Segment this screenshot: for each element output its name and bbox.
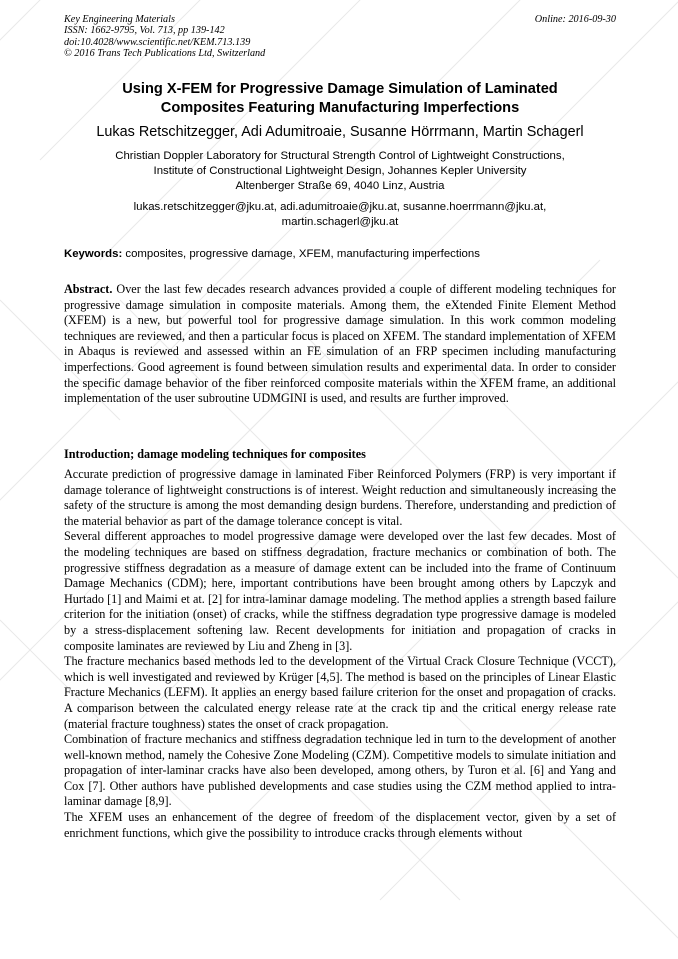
intro-paragraph-4: Combination of fracture mechanics and stiffness degradation technique led in turn to the development of another well-known method, namely the Cohesive Zone Modeling (CZM). Competitive models to simulate initiation and propagation of inter-laminar cracks have also been developed, among others, by Turon et al. [6] and Yang and Cox [7]. Other authors have published developments and case studies using the CZM method applied to intra-laminar damage [8,9]. [64,732,616,809]
keywords-text: composites, progressive damage, XFEM, manufacturing imperfections [122,248,480,260]
intro-paragraph-2: Several different approaches to model progressive damage were developed over the last few decades. Most of the modeling techniques are based on stiffness degradation, fracture mechanics or combination of both. The progressive stiffness degradation as a measure of damage extent can be included into the frame of Continuum Damage Mechanics (CDM); here, important contributions have been brought among others by Lapczyk and Hurtado [1] and Maimi et at. [2] for intra-laminar damage modeling. The method applies a strength based failure criterion for the initiation (onset) of cracks, while the stiffness degradation type progressive damage is modeled by a stress-displacement softening law. Recent developments for initiation and propagation of cracks in composite laminates are reviewed by Liu and Zheng in [3]. [64,529,616,653]
keywords [64,247,616,262]
intro-paragraph-1: Accurate prediction of progressive damage in laminated Fiber Reinforced Polymers (FRP) is very important if damage tolerance of lightweight constructions is of interest. Weight reduction and simultaneously increasing the safety of the structure is among the most demanding design burdens. Therefore, understanding and prediction of the material behavior as part of the damage tolerance concept is vital. [64,467,616,528]
abstract [64,282,616,407]
emails-line-1: lukas.retschitzegger@jku.at, adi.adumitroaie@jku.at, susanne.hoerrmann@jku.at, [133,201,547,213]
journal-name: Key Engineering Materials [64,14,175,25]
authors: Lukas Retschitzegger, Adi Adumitroaie, Susanne Hörrmann, Martin Schagerl [96,124,584,140]
affiliation-line-2: Institute of Constructional Lightweight Design, Johannes Kepler University [153,165,527,178]
title-line-1: Using X-FEM for Progressive Damage Simulation of Laminated [122,81,558,97]
doi-line: doi:10.4028/www.scientific.net/KEM.713.139 [64,36,251,48]
introduction-body [64,467,616,841]
author-emails [64,200,616,230]
online-date: Online: 2016-09-30 [534,14,616,25]
issn-line: ISSN: 1662-9795, Vol. 713, pp 139-142 [64,25,225,37]
affiliation [64,149,616,195]
section-heading: Introduction; damage modeling techniques for composites [64,447,366,461]
emails-line-2: martin.schagerl@jku.at [281,216,399,229]
abstract-label: Abstract. [64,282,113,296]
affiliation-line-1: Christian Doppler Laboratory for Structural Strength Control of Lightweight Constructions, [115,150,565,162]
abstract-text: Over the last few decades research advances provided a couple of different modeling techniques for progressive damage simulation in composite materials. Among them, the eXtended Finite Element Method (XFEM) is a new, but powerful tool for progressive damage simulation. In this work common modeling techniques are reviewed, and then a particular focus is placed on XFEM. The standard implementation of XFEM in Abaqus is reviewed and assessed within an FE simulation of an FRP specimen including manufacturing imperfections. Good agreement is found between simulation results and experimental data. In order to consider the specific damage behavior of the fiber reinforced composite materials within the XFEM frame, an additional implementation of the user subroutine UDMGINI is used, and results are further improved. [64,282,616,406]
intro-paragraph-5: The XFEM uses an enhancement of the degree of freedom of the displacement vector, given by a set of enrichment functions, which give the possibility to introduce cracks through elements without [64,810,616,840]
affiliation-line-3: Altenberger Straße 69, 4040 Linz, Austria [235,180,445,193]
title-line-2: Composites Featuring Manufacturing Imperfections [160,99,520,116]
paper-title [64,80,616,117]
keywords-label: Keywords: [64,248,123,260]
copyright-line: © 2016 Trans Tech Publications Ltd, Switzerland [64,48,266,60]
intro-paragraph-3: The fracture mechanics based methods led to the development of the Virtual Crack Closure Technique (VCCT), which is well investigated and reviewed by Krüger [4,5]. The method is based on the principles of Linear Elastic Fracture Mechanics (LEFM). It applies an energy based failure criterion for the onset and propagation of cracks. A comparison between the calculated energy release rate at the crack tip and the critical energy release rate (material fracture toughness) states the onset of crack propagation. [64,654,616,731]
journal-header [64,14,616,60]
